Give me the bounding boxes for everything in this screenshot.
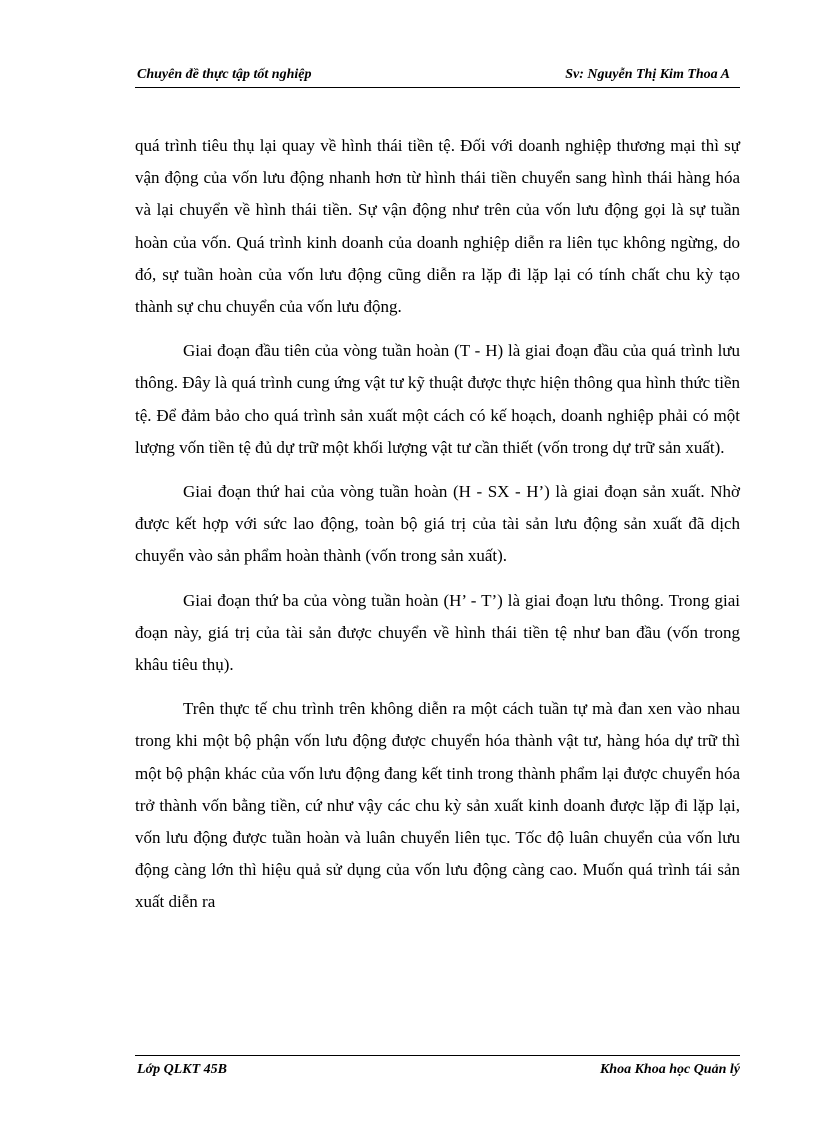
footer-class-name: Lớp QLKT 45B bbox=[137, 1062, 227, 1077]
paragraph-5: Trên thực tế chu trình trên không diễn ra một cách tuần tự mà đan xen vào nhau trong khi một bộ phận vốn lưu động được chuyển hóa thành vật tư, hàng hóa dự trữ thì một bộ phận khác của vốn lưu động đang kết tinh trong thành phẩm lại được chuyển hóa trở thành vốn bằng tiền, cứ như vậy các chu kỳ sản xuất kinh doanh được lặp đi lặp lại, vốn lưu động được tuần hoàn và luân chuyển liên tục. Tốc độ luân chuyển của vốn lưu động càng lớn thì hiệu quả sử dụng của vốn lưu động càng cao. Muốn quá trình tái sản xuất diễn ra bbox=[135, 699, 740, 912]
page-footer bbox=[135, 1055, 740, 1078]
paragraph-4: Giai đoạn thứ ba của vòng tuần hoàn (H’ - T’) là giai đoạn lưu thông. Trong giai đoạn này, giá trị của tài sản được chuyển về hình thái tiền tệ như ban đầu (vốn trong khâu tiêu thụ). bbox=[135, 590, 740, 675]
page-header bbox=[135, 65, 740, 88]
header-student-name: Sv: Nguyễn Thị Kim Thoa A bbox=[565, 67, 730, 82]
header-document-title: Chuyên đề thực tập tốt nghiệp bbox=[137, 67, 312, 82]
paragraph-3: Giai đoạn thứ hai của vòng tuần hoàn (H - SX - H’) là giai đoạn sản xuất. Nhờ được kết hợp với sức lao động, toàn bộ giá trị của tài sản lưu động sản xuất đã dịch chuyển vào sản phẩm hoàn thành (vốn trong sản xuất). bbox=[135, 482, 740, 566]
paragraph-2: Giai đoạn đầu tiên của vòng tuần hoàn (T - H) là giai đoạn đầu của quá trình lưu thông. Đây là quá trình cung ứng vật tư kỹ thuật được thực hiện thông qua hình thức tiền tệ. Để đảm bảo cho quá trình sản xuất một cách có kế hoạch, doanh nghiệp phải có một lượng vốn tiền tệ đủ dự trữ một khối lượng vật tư cần thiết (vốn trong dự trữ sản xuất). bbox=[135, 341, 740, 457]
document-body bbox=[135, 130, 740, 931]
paragraph-1: quá trình tiêu thụ lại quay về hình thái tiền tệ. Đối với doanh nghiệp thương mại thì sự vận động của vốn lưu động nhanh hơn từ hình thái tiền chuyển sang hình thái hàng hóa và lại chuyển về hình thái tiền. Sự vận động như trên của vốn lưu động gọi là sự tuần hoàn của vốn. Quá trình kinh doanh của doanh nghiệp diễn ra liên tục không ngừng, do đó, sự tuần hoàn của vốn lưu động cũng diễn ra lặp đi lặp lại có tính chất chu kỳ tạo thành sự chu chuyển của vốn lưu động. bbox=[135, 136, 740, 317]
footer-faculty-name: Khoa Khoa học Quản lý bbox=[599, 1062, 740, 1077]
